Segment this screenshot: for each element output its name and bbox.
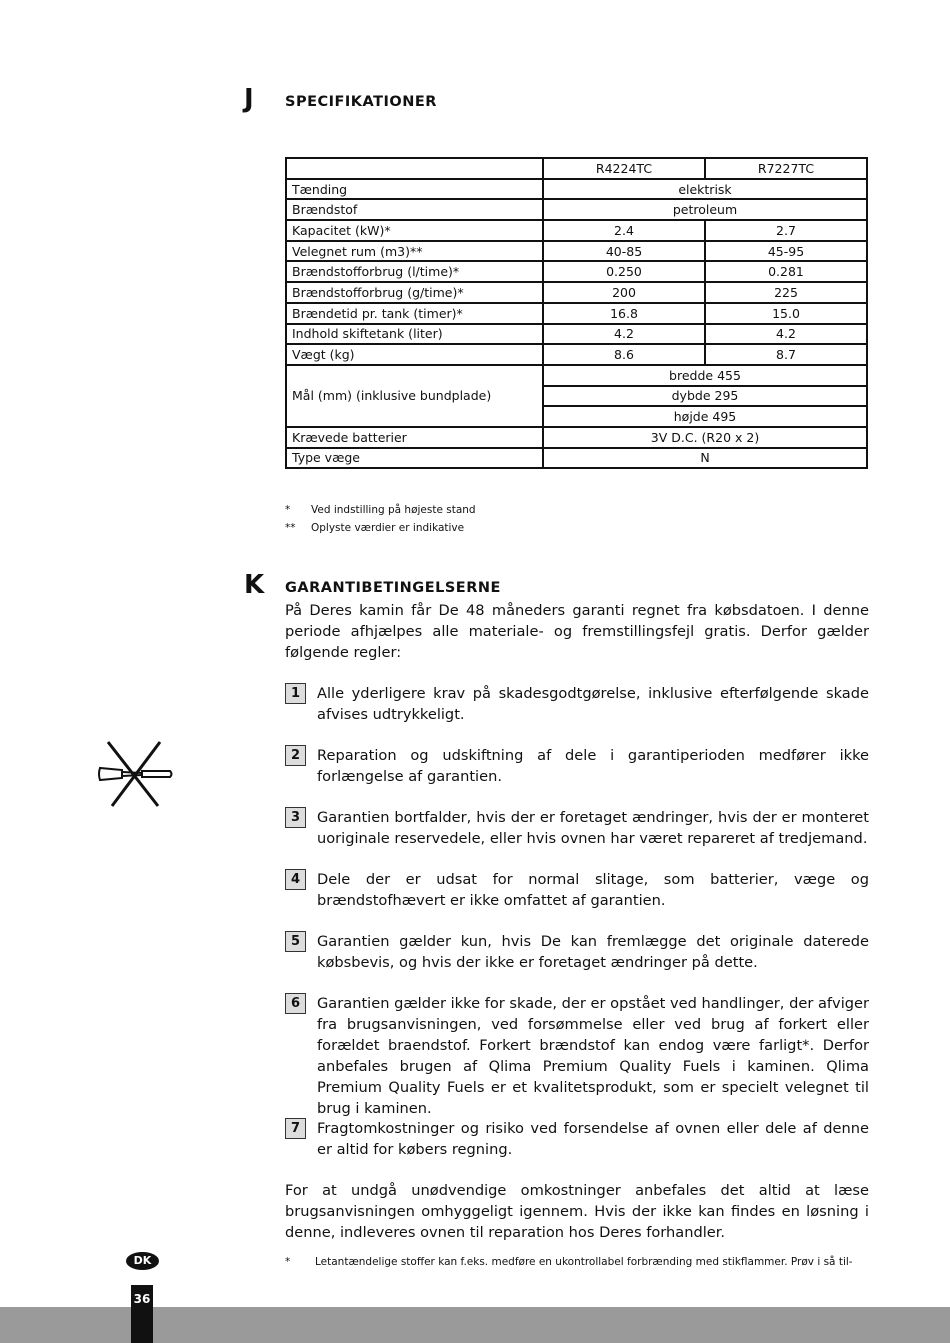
row-value-r7227tc: 45-95 — [705, 241, 867, 262]
dimension-depth: dybde 295 — [543, 386, 867, 407]
footnote-text: Ved indstilling på højeste stand — [311, 504, 476, 516]
item-text: Dele der er udsat for normal slitage, som batterier, væge og brændstofhævert er ikke omfattet af garantien. — [317, 871, 869, 909]
row-label: Brændetid pr. tank (timer)* — [286, 303, 543, 324]
row-label: Velegnet rum (m3)** — [286, 241, 543, 262]
row-label: Kapacitet (kW)* — [286, 220, 543, 241]
table-header-cell: R7227TC — [705, 158, 867, 179]
table-row — [286, 344, 867, 365]
item-text: Reparation og udskiftning af dele i garantiperioden medfører ikke forlængelse af garantien. — [317, 747, 869, 785]
warranty-item — [285, 931, 869, 973]
item-number-badge: 5 — [285, 931, 306, 952]
footnote-mark: * — [285, 1256, 291, 1268]
row-label: Vægt (kg) — [286, 344, 543, 365]
warranty-closing: For at undgå unødvendige omkostninger anbefales det altid at læse brugsanvisningen omhyggeligt igennem. Hvis der ikke kan findes en løsning i denne, indleveres ovnen til reparation hos Deres forhandler. — [285, 1182, 869, 1241]
dimensions-label: Mål (mm) (inklusive bundplade) — [286, 365, 543, 427]
item-text: Garantien gælder ikke for skade, der er opstået ved handlinger, der afviger fra brugsanvisningen, ved forsømmelse eller ved brug af forkert eller forældet braendstof. Forkert brændstof kan endog være farligt*. Derfor anbefales brugen af Qlima Premium Quality Fuels i kaminen. Qlima Premium Quality Fuels er et kvalitetsprodukt, som er specielt velegnet til brug i kaminen. — [317, 995, 869, 1117]
row-value-r4224tc: 16.8 — [543, 303, 705, 324]
item-text: Garantien gælder kun, hvis De kan fremlægge det originale daterede købsbevis, og hvis der ikke er foretaget ændringer på dette. — [317, 933, 869, 971]
item-number-badge: 6 — [285, 993, 306, 1014]
footnote-mark: ** — [285, 522, 296, 534]
warranty-item — [285, 807, 869, 849]
row-value-r7227tc: 15.0 — [705, 303, 867, 324]
row-value: 3V D.C. (R20 x 2) — [543, 427, 867, 448]
row-value: N — [543, 448, 867, 469]
row-value: petroleum — [543, 199, 867, 220]
footnote-text: Oplyste værdier er indikative — [311, 522, 465, 534]
warranty-item — [285, 1118, 869, 1160]
warranty-item — [285, 683, 869, 725]
table-row — [286, 324, 867, 345]
table-row — [286, 220, 867, 241]
row-value-r4224tc: 40-85 — [543, 241, 705, 262]
language-badge: DK — [126, 1252, 159, 1270]
table-row — [286, 199, 867, 220]
table-row — [286, 241, 867, 262]
item-text: Fragtomkostninger og risiko ved forsendelse af ovnen eller dele af denne er altid for købers regning. — [317, 1120, 869, 1158]
table-header-cell — [286, 158, 543, 179]
table-row — [286, 303, 867, 324]
item-number-badge: 4 — [285, 869, 306, 890]
table-row — [286, 427, 867, 448]
row-value-r4224tc: 4.2 — [543, 324, 705, 345]
table-row — [286, 261, 867, 282]
warranty-item — [285, 993, 869, 1119]
no-screwdriver-icon — [96, 738, 176, 810]
warranty-item — [285, 869, 869, 911]
footnote — [285, 522, 464, 534]
table-header-row — [286, 158, 867, 179]
row-label: Brændstofforbrug (g/time)* — [286, 282, 543, 303]
table-row — [286, 179, 867, 200]
row-value-r7227tc: 8.7 — [705, 344, 867, 365]
item-text: Alle yderligere krav på skadesgodtgørelse, inklusive efterfølgende skade afvises udtrykkeligt. — [317, 685, 869, 723]
bottom-footnote — [285, 1256, 853, 1268]
row-value-r7227tc: 0.281 — [705, 261, 867, 282]
specifications-table — [285, 157, 868, 469]
item-number-badge: 2 — [285, 745, 306, 766]
footnote-mark: * — [285, 504, 291, 516]
item-number-badge: 3 — [285, 807, 306, 828]
row-value-r4224tc: 8.6 — [543, 344, 705, 365]
dimension-height: højde 495 — [543, 406, 867, 427]
row-value-r4224tc: 2.4 — [543, 220, 705, 241]
row-value: elektrisk — [543, 179, 867, 200]
row-label: Brændstof — [286, 199, 543, 220]
row-value-r4224tc: 0.250 — [543, 261, 705, 282]
warranty-intro: På Deres kamin får De 48 måneders garanti regnet fra købsdatoen. I denne periode afhjælpes alle materiale- og fremstillingsfejl gratis. Derfor gælder følgende regler: — [285, 602, 869, 661]
table-row — [286, 448, 867, 469]
row-label: Indhold skiftetank (liter) — [286, 324, 543, 345]
page-number: 36 — [131, 1285, 153, 1343]
section-letter-k: K — [244, 570, 265, 600]
item-number-badge: 1 — [285, 683, 306, 704]
row-label: Tænding — [286, 179, 543, 200]
section-title-specifications: SPECIFIKATIONER — [285, 94, 437, 110]
warranty-item — [285, 745, 869, 787]
table-header-cell: R4224TC — [543, 158, 705, 179]
row-value-r7227tc: 2.7 — [705, 220, 867, 241]
row-value-r7227tc: 225 — [705, 282, 867, 303]
table-row — [286, 282, 867, 303]
row-value-r4224tc: 200 — [543, 282, 705, 303]
row-label: Brændstofforbrug (l/time)* — [286, 261, 543, 282]
item-number-badge: 7 — [285, 1118, 306, 1139]
item-text: Garantien bortfalder, hvis der er foretaget ændringer, hvis der er monteret uoriginale reservedele, eller hvis ovnen har været repareret af tredjemand. — [317, 809, 869, 847]
row-label: Type væge — [286, 448, 543, 469]
row-label: Krævede batterier — [286, 427, 543, 448]
dimension-width: bredde 455 — [543, 365, 867, 386]
section-title-warranty: GARANTIBETINGELSERNE — [285, 580, 501, 596]
section-letter-j: J — [244, 84, 254, 114]
footnote-text: Letantændelige stoffer kan f.eks. medføre en ukontrollabel forbrænding med stikflammer. Prøv i så til- — [315, 1256, 853, 1268]
table-row — [286, 365, 867, 386]
footnote — [285, 504, 476, 516]
row-value-r7227tc: 4.2 — [705, 324, 867, 345]
